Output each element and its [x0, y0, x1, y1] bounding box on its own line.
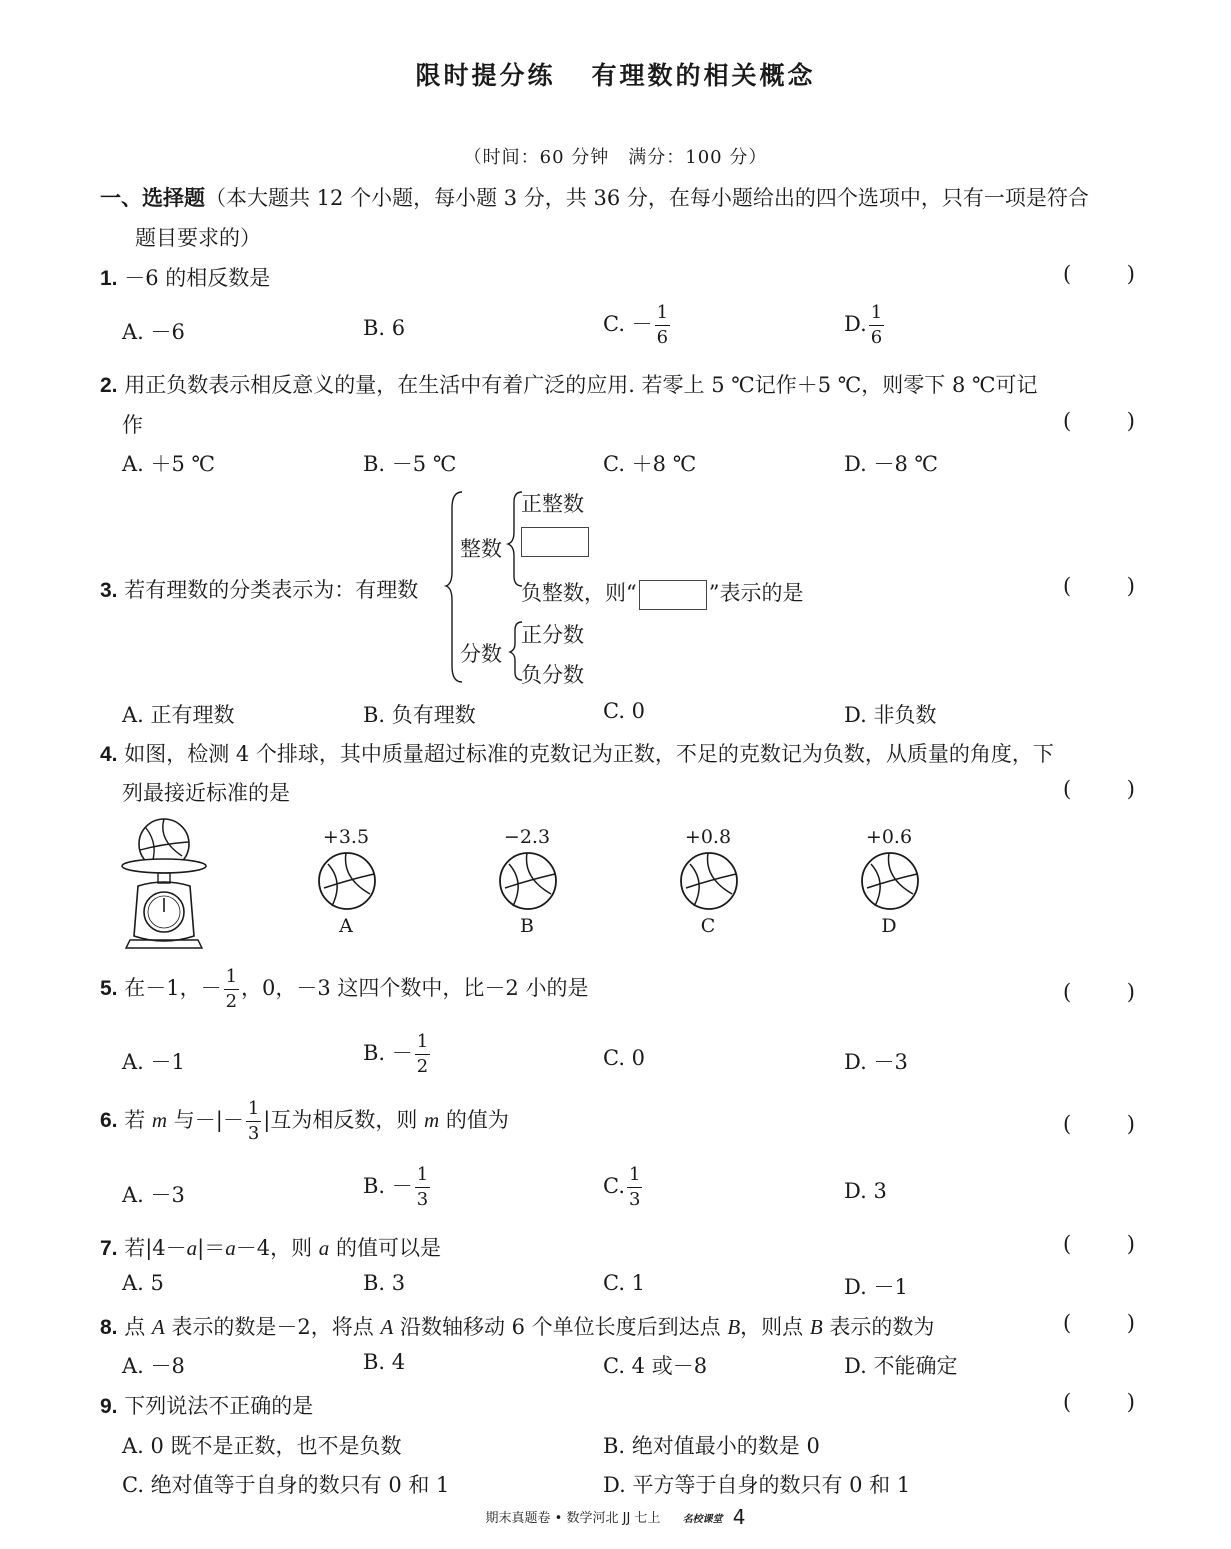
q6-option-d: D. 3 — [844, 1179, 887, 1203]
q2-option-b: B. －5 ℃ — [363, 452, 457, 476]
q3-option-d: D. 非负数 — [844, 703, 937, 727]
ball-a-value: +3.5 — [322, 826, 370, 848]
fraction: $\frac{1}{3}$ — [247, 1098, 260, 1144]
answer-bracket-6[interactable]: ( ) — [1063, 1112, 1135, 1136]
q9-option-a: A. 0 既不是正数，也不是负数 — [122, 1434, 402, 1458]
q5-option-b: B. － $\frac{1}{2}$ — [363, 1031, 429, 1077]
scale-with-volleyball-icon — [118, 816, 210, 952]
question-text: 用正负数表示相反意义的量，在生活中有着广泛的应用. 若零上 5 ℃记作＋5 ℃，则零下 8 ℃可记 — [124, 373, 1038, 397]
ball-b-label: B — [520, 915, 534, 937]
question-4 — [100, 738, 1054, 768]
q9-option-d: D. 平方等于自身的数只有 0 和 1 — [603, 1473, 911, 1497]
positive-fraction-label: 正分数 — [521, 623, 584, 647]
q6-option-a: A. －3 — [122, 1183, 185, 1207]
blank-box-2 — [639, 580, 707, 610]
fraction: $\frac{1}{2}$ — [225, 966, 238, 1012]
fraction: $\frac{1}{6}$ — [656, 302, 669, 348]
answer-bracket-1[interactable]: ( ) — [1063, 262, 1135, 286]
section-heading — [100, 182, 1089, 212]
time-info: （时间：60 分钟 满分：100 分） — [463, 147, 768, 168]
q3-option-c: C. 0 — [603, 699, 646, 723]
q8-option-d: D. 不能确定 — [844, 1354, 958, 1378]
question-text: 若有理数的分类表示为：有理数 — [124, 578, 419, 602]
q5-option-c: C. 0 — [603, 1046, 646, 1070]
answer-bracket-7[interactable]: ( ) — [1063, 1232, 1135, 1256]
question-7: 7. 若|4－a|＝a－4，则 a 的值可以是 — [100, 1236, 441, 1260]
question-8: 8. 点 A 表示的数是－2，将点 A 沿数轴移动 6 个单位长度后到达点 B，则点 B 表示的数为 — [100, 1315, 935, 1339]
fraction: $\frac{1}{2}$ — [416, 1031, 429, 1077]
q5-option-a: A. －1 — [122, 1050, 185, 1074]
question-number: 8. — [100, 1316, 118, 1339]
answer-bracket-8[interactable]: ( ) — [1063, 1311, 1135, 1335]
negative-fraction-label: 负分数 — [521, 663, 584, 687]
q7-option-d: D. －1 — [844, 1275, 908, 1299]
answer-bracket-2[interactable]: ( ) — [1063, 409, 1135, 433]
fraction: $\frac{1}{3}$ — [629, 1164, 641, 1210]
q6-option-b: B. － $\frac{1}{3}$ — [363, 1164, 429, 1210]
q6-option-c: C. $\frac{1}{3}$ — [603, 1164, 641, 1210]
q8-option-b: B. 4 — [363, 1350, 406, 1374]
publisher-logo: 名校课堂 — [682, 1514, 723, 1525]
section-desc-1: （本大题共 12 个小题，每小题 3 分，共 36 分，在每小题给出的四个选项中，只有一项是符合 — [205, 186, 1089, 210]
question-6: 6. 若 m 与－|－ $\frac{1}{3}$ |互为相反数，则 m 的值为 — [100, 1098, 509, 1144]
question-text: －6 的相反数是 — [124, 266, 271, 290]
section-label: 一、选择题 — [100, 186, 205, 210]
q9-option-c: C. 绝对值等于自身的数只有 0 和 1 — [122, 1473, 450, 1497]
q2-option-c: C. ＋8 ℃ — [603, 452, 697, 476]
question-3 — [100, 574, 418, 604]
volleyball-icon — [678, 850, 740, 912]
question-1 — [100, 262, 270, 292]
integer-label: 整数 — [460, 537, 502, 561]
fraction: $\frac{1}{3}$ — [416, 1164, 429, 1210]
q2-option-a: A. ＋5 ℃ — [122, 452, 216, 476]
negative-integer-line: 负整数，则“ ”表示的是 — [521, 577, 804, 610]
volleyball-icon — [497, 850, 559, 912]
question-text: 如图，检测 4 个排球，其中质量超过标准的克数记为正数，不足的克数记为负数，从质量的角度，下 — [124, 742, 1054, 766]
q7-option-b: B. 3 — [363, 1271, 406, 1295]
question-number: 5. — [100, 977, 118, 1000]
question-9 — [100, 1390, 313, 1420]
q9-option-b: B. 绝对值最小的数是 0 — [603, 1434, 820, 1458]
q8-option-c: C. 4 或－8 — [603, 1354, 708, 1378]
title-part-1: 限时提分练 — [415, 61, 556, 90]
ball-c-value: +0.8 — [684, 826, 732, 848]
question-number: 2. — [100, 374, 118, 397]
q1-option-a: A. －6 — [122, 320, 185, 344]
q5-option-d: D. －3 — [844, 1050, 908, 1074]
q1-option-b: B. 6 — [363, 316, 406, 340]
footer-text: 期末真题卷 • 数学河北 JJ 七上 — [485, 1511, 661, 1526]
volleyball-icon — [859, 850, 921, 912]
q3-option-b: B. 负有理数 — [363, 703, 476, 727]
question-2 — [100, 369, 1038, 399]
title-part-2: 有理数的相关概念 — [591, 61, 816, 90]
positive-integer-label: 正整数 — [521, 492, 584, 516]
question-number: 7. — [100, 1237, 118, 1260]
q3-option-a: A. 正有理数 — [122, 703, 235, 727]
question-text-cont: 作 — [122, 413, 143, 437]
volleyball-icon — [316, 850, 378, 912]
question-number: 3. — [100, 579, 118, 602]
page-footer — [0, 1505, 1231, 1529]
question-number: 4. — [100, 743, 118, 766]
ball-b-value: −2.3 — [503, 826, 551, 848]
q2-option-d: D. －8 ℃ — [844, 452, 938, 476]
fraction-label: 分数 — [460, 642, 502, 666]
negative-integer-label: 负整数 — [521, 581, 584, 605]
blank-box-1 — [521, 527, 589, 557]
answer-bracket-3[interactable]: ( ) — [1063, 574, 1135, 598]
fraction: $\frac{1}{6}$ — [870, 302, 883, 348]
q1-option-d: D. $\frac{1}{6}$ — [844, 302, 883, 348]
ball-d-value: +0.6 — [865, 826, 913, 848]
question-text: 下列说法不正确的是 — [124, 1394, 314, 1418]
question-5: 5. 在－1，－ $\frac{1}{2}$ ，0，－3 这四个数中，比－2 小的是 — [100, 966, 589, 1012]
page-title — [0, 56, 1231, 92]
question-number: 1. — [100, 267, 118, 290]
q7-option-a: A. 5 — [122, 1271, 164, 1295]
page-number: 4 — [732, 1505, 746, 1529]
question-number: 6. — [100, 1109, 118, 1132]
q7-option-c: C. 1 — [603, 1271, 646, 1295]
ball-a-label: A — [339, 915, 353, 937]
answer-bracket-9[interactable]: ( ) — [1063, 1390, 1135, 1414]
ball-d-label: D — [881, 915, 897, 937]
section-desc-2: 题目要求的） — [135, 226, 261, 250]
question-text-cont: 列最接近标准的是 — [122, 781, 290, 805]
q1-option-c: C. － $\frac{1}{6}$ — [603, 302, 669, 348]
answer-bracket-4[interactable]: ( ) — [1063, 777, 1135, 801]
question-number: 9. — [100, 1395, 118, 1418]
q8-option-a: A. －8 — [122, 1354, 185, 1378]
answer-bracket-5[interactable]: ( ) — [1063, 980, 1135, 1004]
ball-c-label: C — [700, 915, 716, 937]
